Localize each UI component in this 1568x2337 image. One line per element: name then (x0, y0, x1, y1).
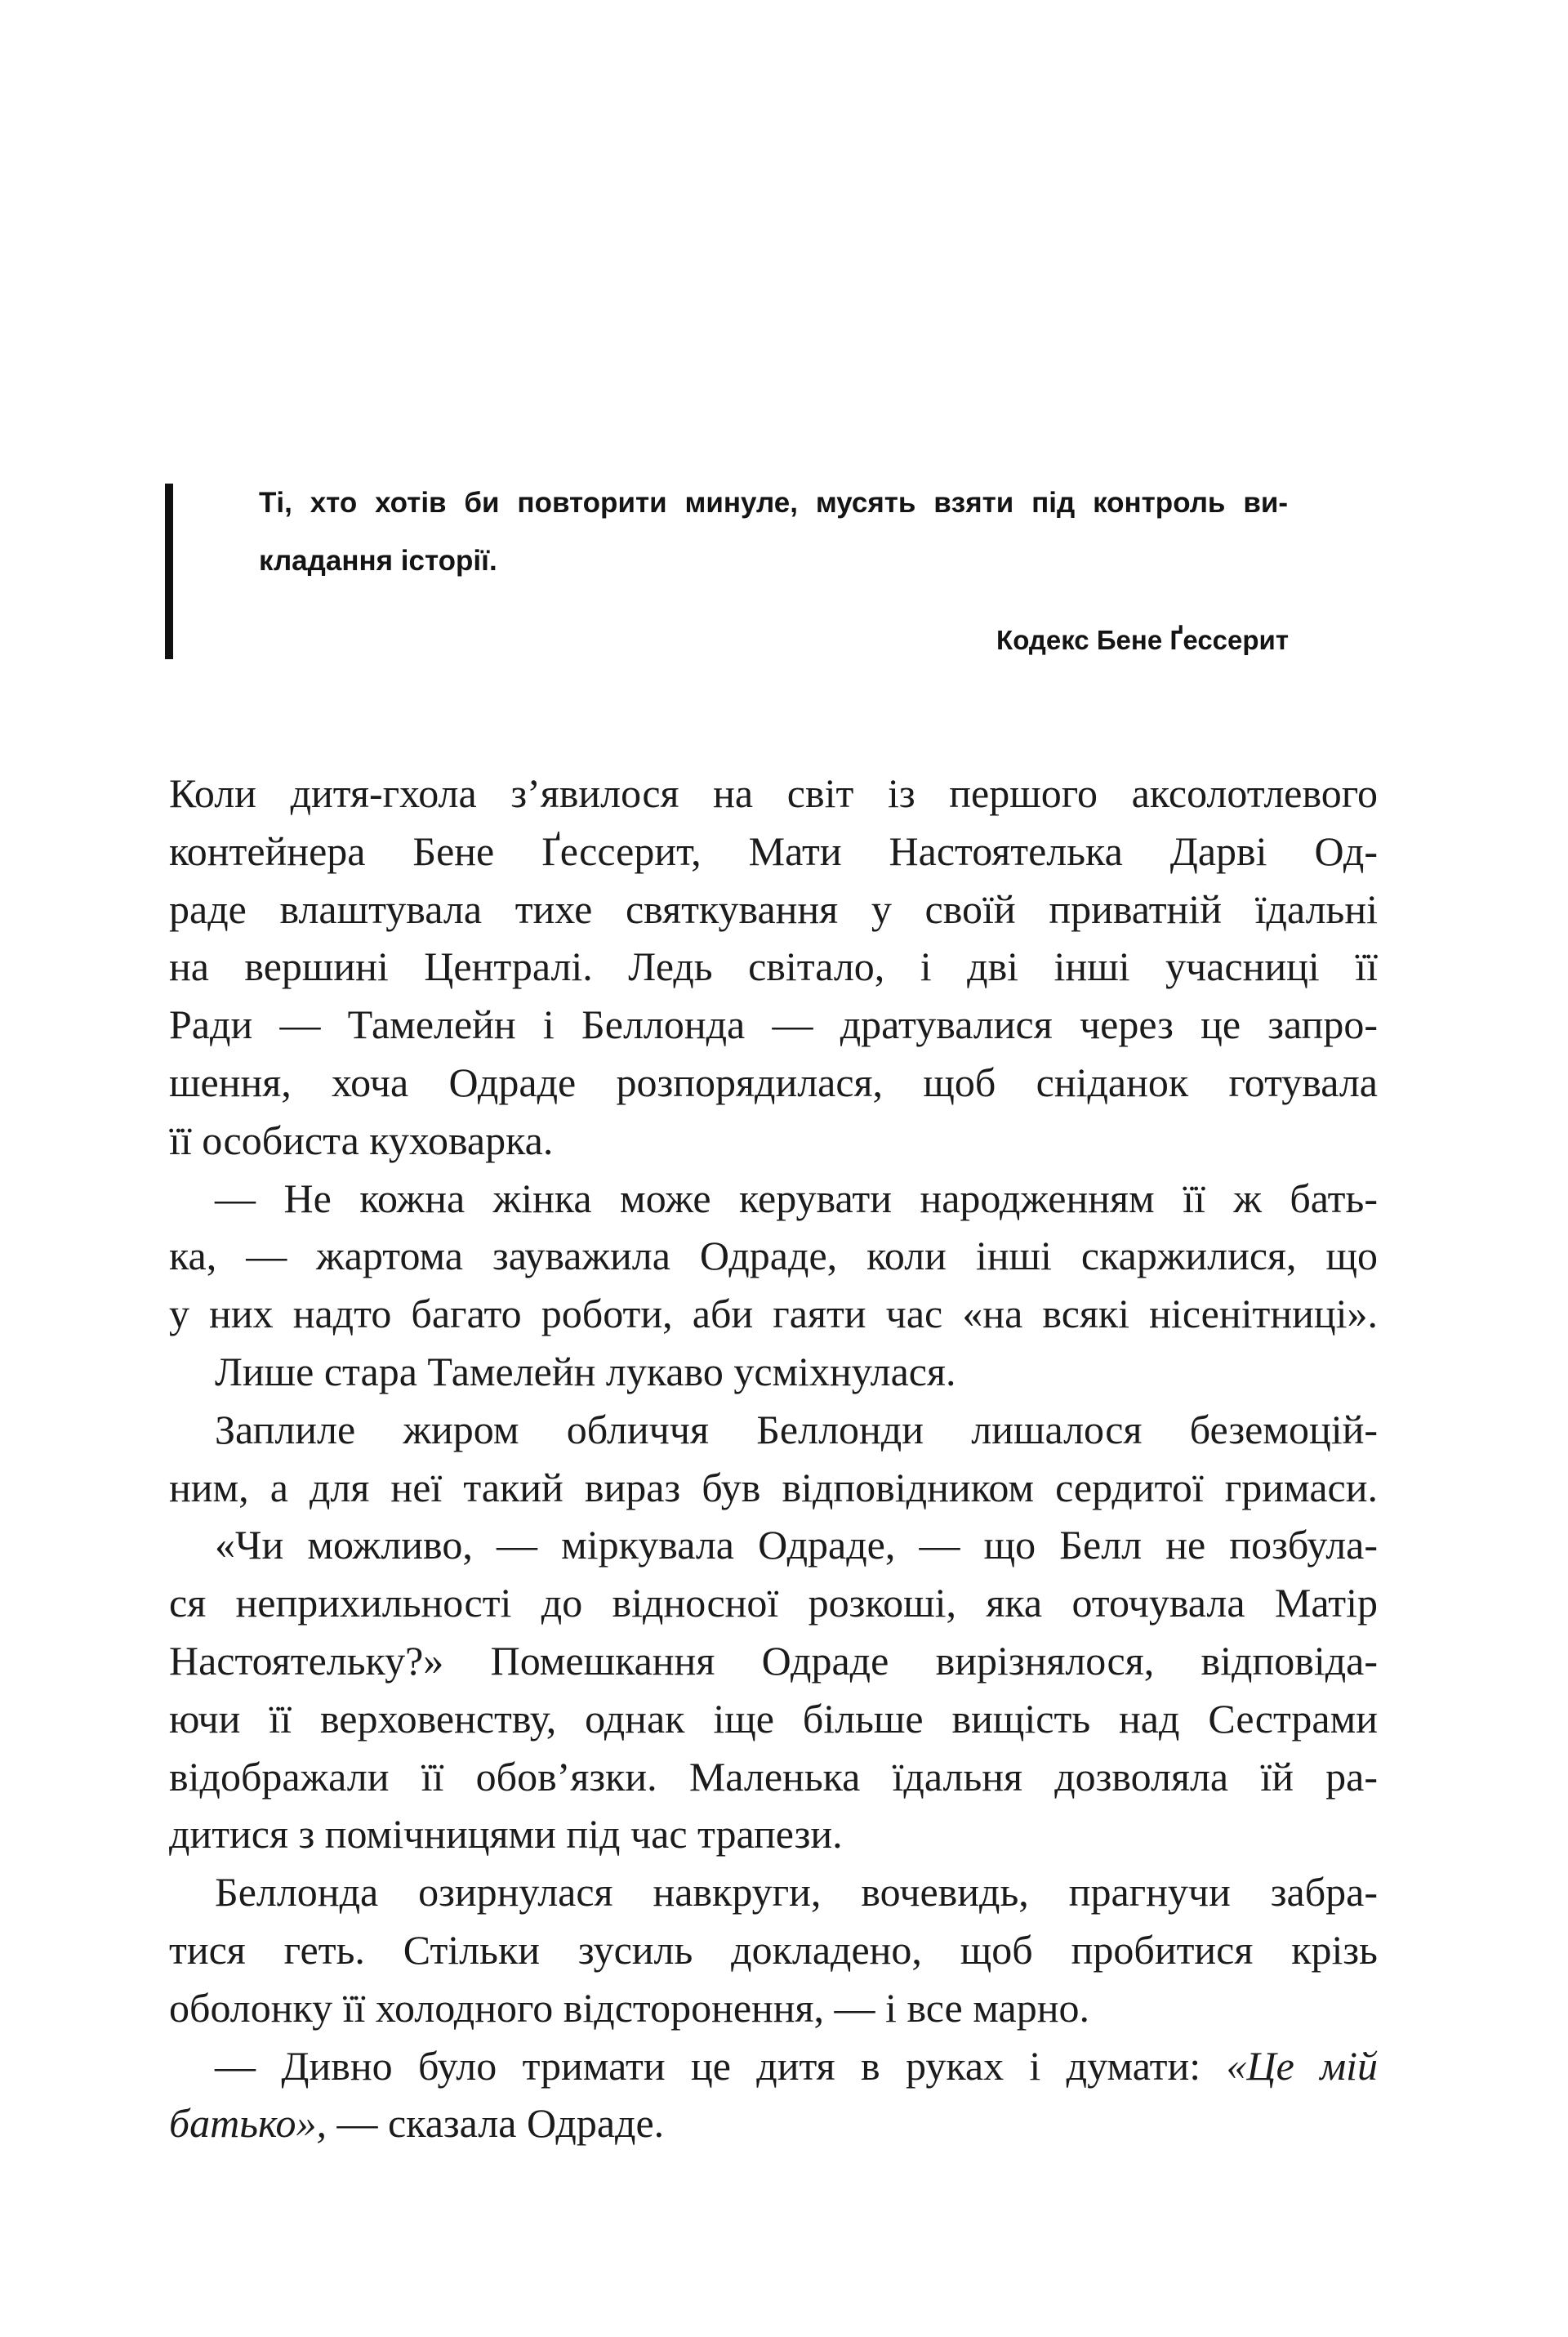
text-line: Настоятельку?» Помешкання Одраде вирізнялося, відповіда- (169, 1637, 1378, 1684)
text-line: тися геть. Стільки зусиль докладено, щоб пробитися крізь (169, 1926, 1378, 1973)
text-line: Заплиле жиром обличчя Беллонди лишалося беземоцій- (215, 1406, 1378, 1452)
text-line: її особиста куховарка. (169, 1117, 554, 1163)
text-line: оболонку її холодного відсторонення, — і все марно. (169, 1984, 1090, 2031)
text-line (169, 2094, 1378, 2152)
epigraph-attribution: Кодекс Бене Ґессерит (996, 625, 1289, 655)
italic-quote: «Це мій (1226, 2042, 1378, 2089)
text-line: дитися з помічницями під час трапези. (169, 1811, 843, 1858)
text-line: контейнера Бене Ґессерит, Мати Настоятелька Дарві Од- (169, 827, 1378, 874)
text-line: у них надто багато роботи, аби гаяти час «на всякі нісенітниці». (169, 1291, 1378, 1337)
text-line (169, 2037, 1378, 2095)
epigraph-line: Ті, хто хотів би повторити минуле, мусять взяти під контроль ви- (259, 487, 1288, 519)
text-line: «Чи можливо, — міркувала Одраде, — що Белл не позбула- (215, 1522, 1378, 1568)
epigraph-line: кладання історії. (259, 545, 497, 577)
text-fragment: — Дивно було тримати це дитя в руках і думати: (215, 2042, 1227, 2089)
text-line: Беллонда озирнулася навкруги, вочевидь, прагнучи забра- (215, 1869, 1378, 1916)
text-fragment: — сказала Одраде. (336, 2100, 665, 2147)
epigraph-quote (259, 484, 1288, 590)
epigraph-bar (165, 484, 173, 659)
text-line: — Не кожна жінка може керувати народженням її ж бать- (215, 1175, 1378, 1221)
text-line: ка, — жартома зауважила Одраде, коли інші скаржилися, що (169, 1233, 1378, 1279)
text-line: ся неприхильності до відносної розкоші, яка оточувала Матір (169, 1580, 1378, 1626)
text-line: на вершині Централі. Ледь світало, і дві інші учасниці її (169, 943, 1378, 990)
text-line: Лише стара Тамелейн лукаво усміхнулася. (215, 1348, 956, 1394)
text-line: ним, а для неї такий вираз був відповідником сердитої гримаси. (169, 1464, 1378, 1510)
text-line: Коли дитя-гхола з’явилося на світ із першого аксолотлевого (169, 770, 1378, 816)
text-line: Ради — Тамелейн і Беллонда — дратувалися через це запро- (169, 1001, 1378, 1048)
text-line: раде влаштувала тихе святкування у своїй приватній їдальні (169, 885, 1378, 932)
epigraph (165, 484, 1289, 660)
italic-quote: батько», (169, 2100, 327, 2147)
text-line: відображали її обов’язки. Маленька їдальня дозволяла їй ра- (169, 1753, 1378, 1800)
text-line: ючи її верховенству, однак іще більше вищість над Сестрами (169, 1695, 1378, 1742)
text-line: шення, хоча Одраде розпорядилася, щоб сніданок готувала (169, 1059, 1378, 1105)
body-text (169, 765, 1378, 2152)
